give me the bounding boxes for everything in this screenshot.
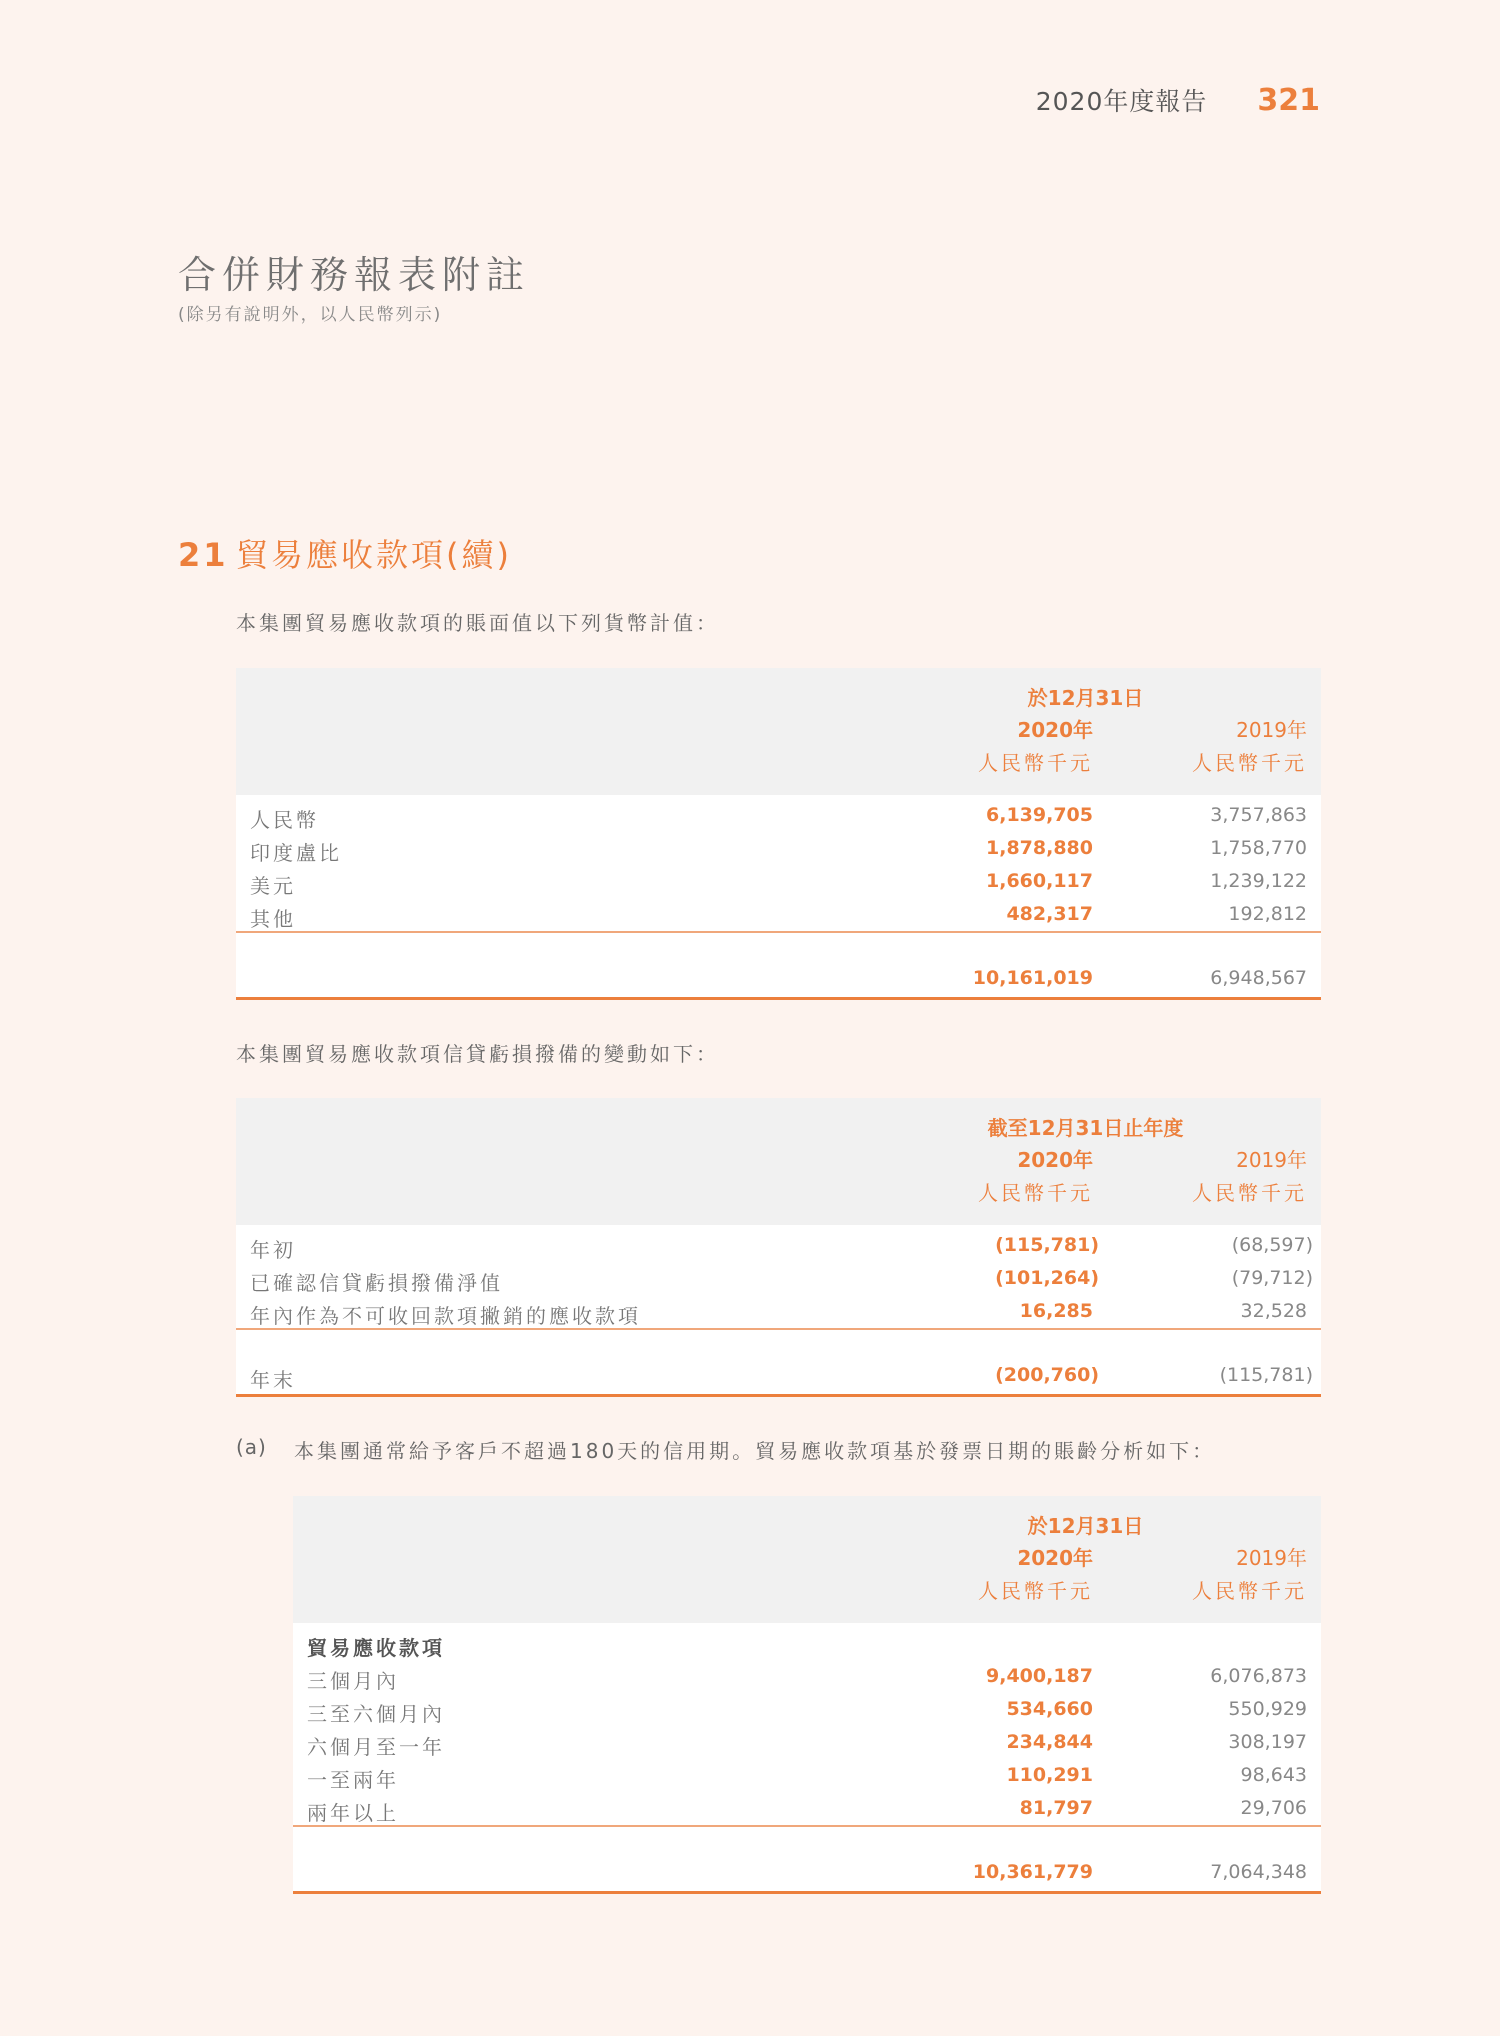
row-label: 其他 bbox=[250, 907, 296, 931]
total-row bbox=[236, 1328, 1321, 1397]
total-2019: (115,781) bbox=[1219, 1364, 1313, 1386]
table-body bbox=[236, 1225, 1321, 1397]
value-2019: 29,706 bbox=[1240, 1797, 1307, 1819]
document-title: 合併財務報表附註 bbox=[178, 253, 531, 297]
currency-table bbox=[236, 668, 1321, 1000]
value-2019: 98,643 bbox=[1240, 1764, 1307, 1786]
row-label: 人民幣 bbox=[250, 808, 319, 832]
year-2020-header: 2020年 bbox=[1017, 1546, 1093, 1570]
total-2020: 10,361,779 bbox=[972, 1861, 1093, 1883]
table2-intro: 本集團貿易應收款項信貸虧損撥備的變動如下： bbox=[236, 1042, 719, 1066]
value-2020: 16,285 bbox=[1019, 1300, 1093, 1322]
value-2020: 110,291 bbox=[1006, 1764, 1093, 1786]
total-label: 年末 bbox=[250, 1368, 296, 1392]
table-row bbox=[236, 1229, 1321, 1262]
value-2020: 482,317 bbox=[1006, 903, 1093, 925]
value-2020: (115,781) bbox=[995, 1234, 1099, 1256]
total-2020: 10,161,019 bbox=[972, 967, 1093, 989]
group-label: 貿易應收款項 bbox=[307, 1636, 445, 1660]
table-body bbox=[236, 795, 1321, 1000]
value-2020: 6,139,705 bbox=[986, 804, 1093, 826]
total-2020: (200,760) bbox=[995, 1364, 1099, 1386]
total-row bbox=[293, 1825, 1321, 1894]
value-2019: 1,758,770 bbox=[1210, 837, 1307, 859]
table1-intro: 本集團貿易應收款項的賬面值以下列貨幣計值： bbox=[236, 611, 719, 635]
table-row bbox=[236, 865, 1321, 898]
year-2019-header: 2019年 bbox=[1236, 718, 1307, 742]
row-label: 年初 bbox=[250, 1238, 296, 1262]
table-row bbox=[236, 799, 1321, 832]
value-2019: 6,076,873 bbox=[1210, 1665, 1307, 1687]
section-number: 21 bbox=[178, 536, 229, 574]
row-label: 兩年以上 bbox=[307, 1801, 399, 1825]
unit-2020-header: 人民幣千元 bbox=[978, 1181, 1093, 1205]
row-label: 年內作為不可收回款項撇銷的應收款項 bbox=[250, 1304, 641, 1328]
row-label: 已確認信貸虧損撥備淨值 bbox=[250, 1271, 503, 1295]
table-row bbox=[293, 1726, 1321, 1759]
value-2019: (79,712) bbox=[1231, 1267, 1313, 1289]
row-label: 三個月內 bbox=[307, 1669, 399, 1693]
table-row bbox=[293, 1660, 1321, 1693]
period-label: 於12月31日 bbox=[1027, 1514, 1144, 1538]
unit-2019-header: 人民幣千元 bbox=[1192, 1181, 1307, 1205]
unit-2020-header: 人民幣千元 bbox=[978, 751, 1093, 775]
document-subtitle: (除另有說明外，以人民幣列示) bbox=[178, 305, 443, 325]
period-label: 截至12月31日止年度 bbox=[987, 1116, 1184, 1140]
allowance-table bbox=[236, 1098, 1321, 1397]
year-2019-header: 2019年 bbox=[1236, 1546, 1307, 1570]
unit-2020-header: 人民幣千元 bbox=[978, 1579, 1093, 1603]
note-marker: (a) bbox=[236, 1435, 267, 1459]
value-2019: 1,239,122 bbox=[1210, 870, 1307, 892]
year-2019-header: 2019年 bbox=[1236, 1148, 1307, 1172]
table-row bbox=[236, 1295, 1321, 1328]
year-2020-header: 2020年 bbox=[1017, 1148, 1093, 1172]
report-title: 2020年度報告 bbox=[1035, 87, 1208, 116]
value-2020: 234,844 bbox=[1006, 1731, 1093, 1753]
table-body bbox=[293, 1623, 1321, 1894]
ageing-table bbox=[293, 1496, 1321, 1894]
value-2019: 308,197 bbox=[1228, 1731, 1307, 1753]
value-2019: 3,757,863 bbox=[1210, 804, 1307, 826]
note-text: 本集團通常給予客戶不超過180天的信用期。貿易應收款項基於發票日期的賬齡分析如下： bbox=[294, 1439, 1216, 1463]
section-heading bbox=[178, 530, 512, 576]
section-title: 貿易應收款項(續) bbox=[236, 536, 512, 574]
table-row bbox=[236, 1262, 1321, 1295]
table-row bbox=[293, 1792, 1321, 1825]
table-row bbox=[293, 1759, 1321, 1792]
table-header bbox=[293, 1496, 1321, 1623]
value-2019: 550,929 bbox=[1228, 1698, 1307, 1720]
unit-2019-header: 人民幣千元 bbox=[1192, 1579, 1307, 1603]
value-2020: 9,400,187 bbox=[986, 1665, 1093, 1687]
year-2020-header: 2020年 bbox=[1017, 718, 1093, 742]
total-2019: 7,064,348 bbox=[1210, 1861, 1307, 1883]
value-2019: 32,528 bbox=[1240, 1300, 1307, 1322]
unit-2019-header: 人民幣千元 bbox=[1192, 751, 1307, 775]
value-2020: 534,660 bbox=[1006, 1698, 1093, 1720]
value-2020: 81,797 bbox=[1019, 1797, 1093, 1819]
page-number: 321 bbox=[1257, 83, 1320, 118]
row-label: 美元 bbox=[250, 874, 296, 898]
row-label: 六個月至一年 bbox=[307, 1735, 445, 1759]
table-row bbox=[293, 1693, 1321, 1726]
table-row bbox=[236, 898, 1321, 931]
table-header bbox=[236, 1098, 1321, 1225]
value-2019: 192,812 bbox=[1228, 903, 1307, 925]
page-header bbox=[1036, 82, 1320, 118]
table-row bbox=[236, 832, 1321, 865]
group-label-row bbox=[293, 1627, 1321, 1660]
value-2019: (68,597) bbox=[1231, 1234, 1313, 1256]
value-2020: (101,264) bbox=[995, 1267, 1099, 1289]
value-2020: 1,660,117 bbox=[986, 870, 1093, 892]
total-2019: 6,948,567 bbox=[1210, 967, 1307, 989]
period-label: 於12月31日 bbox=[1027, 686, 1144, 710]
total-row bbox=[236, 931, 1321, 1000]
row-label: 三至六個月內 bbox=[307, 1702, 445, 1726]
table-header bbox=[236, 668, 1321, 795]
row-label: 一至兩年 bbox=[307, 1768, 399, 1792]
value-2020: 1,878,880 bbox=[986, 837, 1093, 859]
note-a bbox=[236, 1435, 1215, 1464]
row-label: 印度盧比 bbox=[250, 841, 342, 865]
